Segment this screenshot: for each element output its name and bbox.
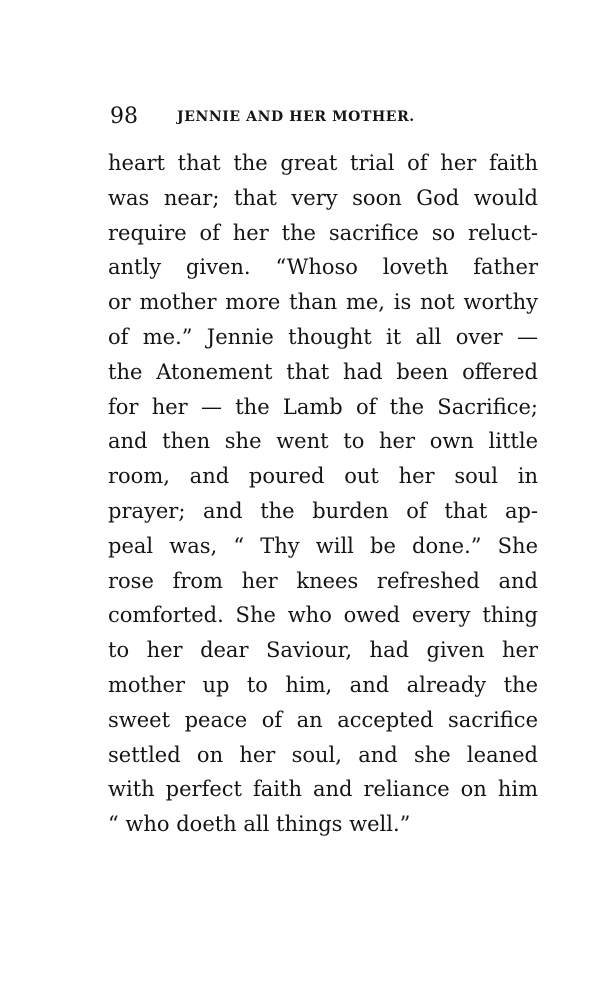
text-line: prayer; and the burden of that ap- bbox=[108, 498, 538, 523]
text-line: was near; that very soon God would bbox=[108, 185, 538, 210]
text-line: sweet peace of an accepted sacrifice bbox=[108, 707, 538, 732]
text-line: antly given. “Whoso loveth father bbox=[108, 255, 538, 280]
running-title: JENNIE AND HER MOTHER. bbox=[177, 109, 415, 125]
text-line: require of her the sacrifice so reluct- bbox=[108, 220, 538, 245]
text-line: mother up to him, and already the bbox=[108, 672, 538, 697]
text-line: settled on her soul, and she leaned bbox=[108, 742, 538, 767]
text-line: comforted. She who owed every thing bbox=[108, 603, 538, 628]
body-text bbox=[108, 146, 538, 842]
text-line: and then she went to her own little bbox=[108, 429, 538, 454]
text-line: the Atonement that had been offered bbox=[108, 359, 538, 384]
text-line: room, and poured out her soul in bbox=[108, 464, 538, 489]
text-line: with perfect faith and reliance on him bbox=[108, 777, 538, 802]
text-line: or mother more than me, is not worthy bbox=[108, 290, 538, 315]
text-line: to her dear Saviour, had given her bbox=[108, 638, 538, 663]
text-line: for her — the Lamb of the Sacrifice; bbox=[108, 394, 538, 419]
page-number: 98 bbox=[110, 104, 138, 129]
text-line-last: “ who doeth all things well.” bbox=[108, 812, 411, 837]
running-head bbox=[110, 103, 540, 131]
text-line: rose from her knees refreshed and bbox=[108, 568, 538, 593]
text-line: peal was, “ Thy will be done.” She bbox=[108, 533, 538, 558]
text-line: of me.” Jennie thought it all over — bbox=[108, 324, 538, 349]
text-line: heart that the great trial of her faith bbox=[108, 151, 538, 175]
